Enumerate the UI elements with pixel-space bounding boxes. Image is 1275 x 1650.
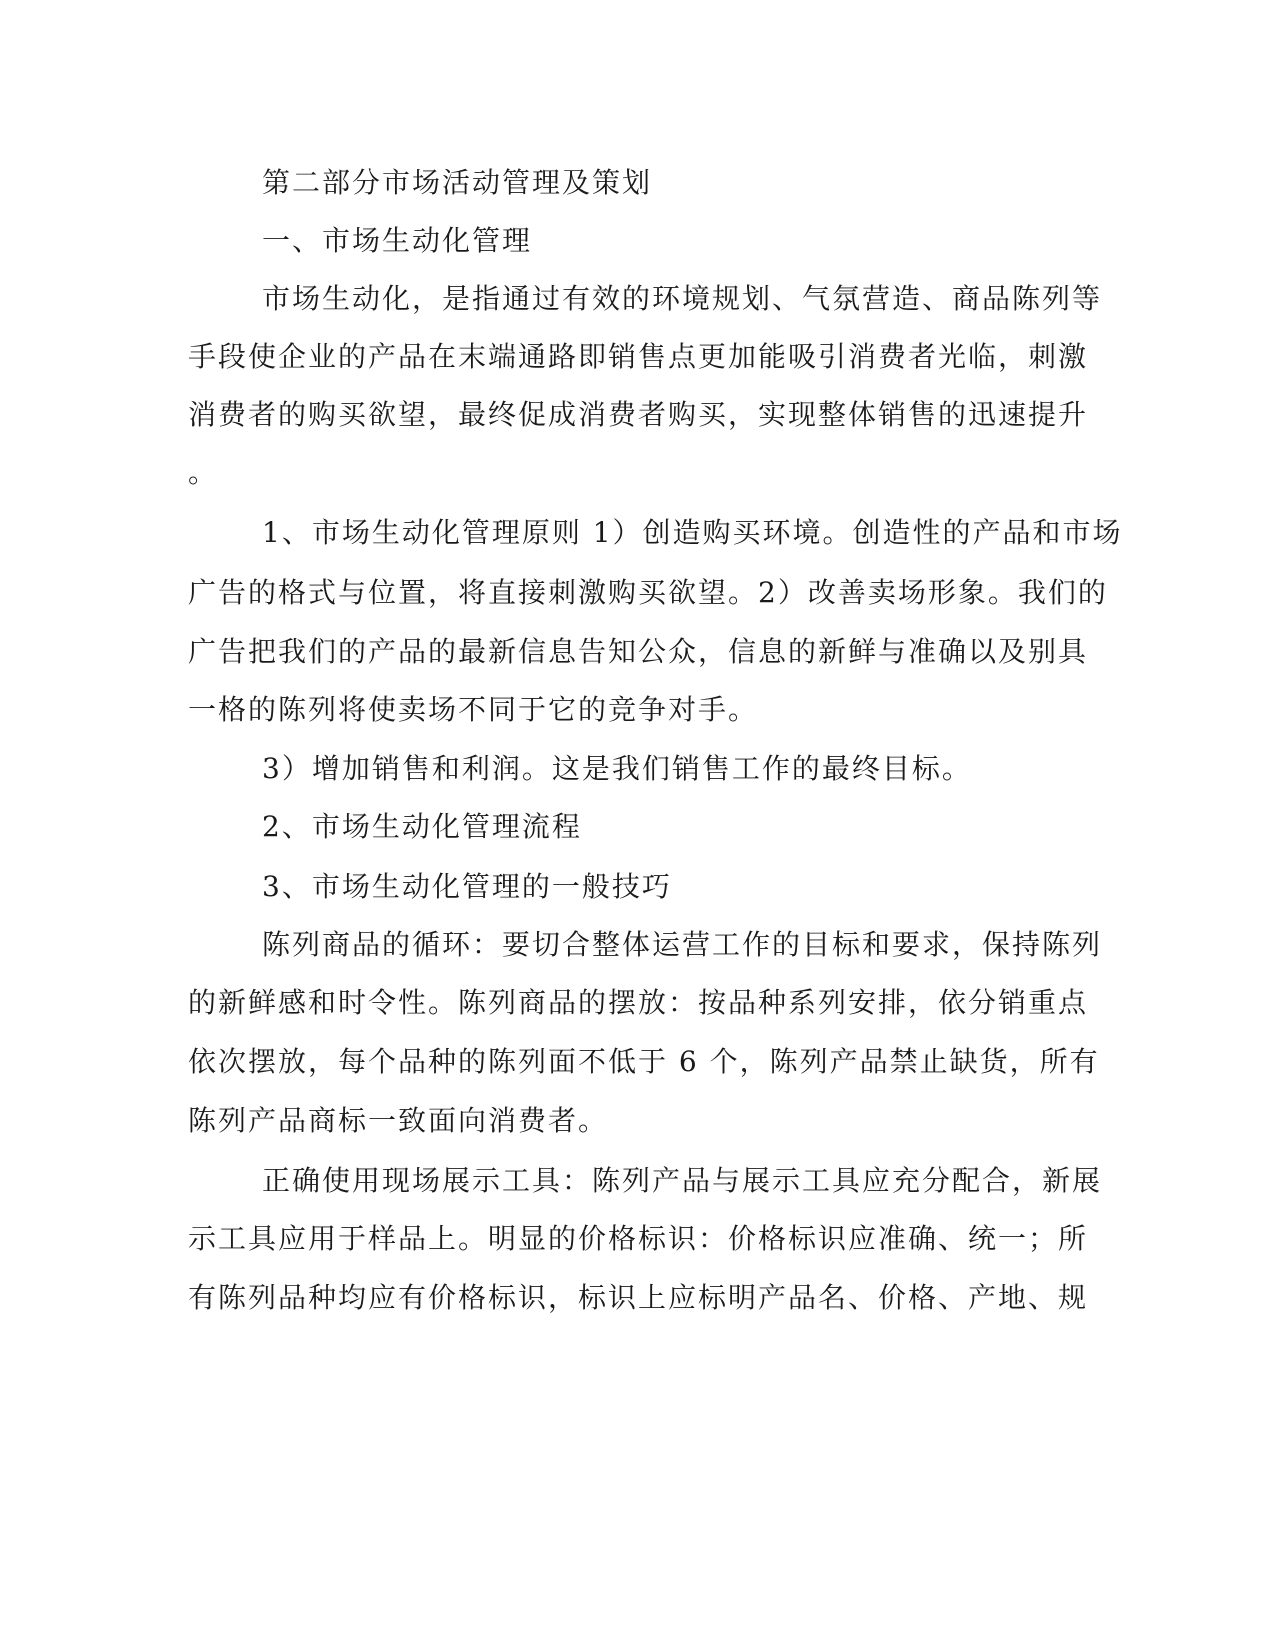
paragraph-line: 正确使用现场展示工具：陈列产品与展示工具应充分配合，新展 [262,1164,1103,1197]
paragraph-line: 陈列商品的循环：要切合整体运营工作的目标和要求，保持陈列 [262,928,1103,961]
subsection-heading: 一、市场生动化管理 [262,224,533,257]
paragraph-line: 陈列产品商标一致面向消费者。 [188,1104,609,1137]
list-item: 2、市场生动化管理流程 [262,810,582,843]
paragraph-line: 消费者的购买欲望，最终促成消费者购买，实现整体销售的迅速提升 [188,398,1089,431]
paragraph-line: 手段使企业的产品在末端通路即销售点更加能吸引消费者光临，刺激 [188,340,1089,373]
paragraph-line: 的新鲜感和时令性。陈列商品的摆放：按品种系列安排，依分销重点 [188,986,1089,1019]
paragraph-line: 有陈列品种均应有价格标识，标识上应标明产品名、价格、产地、规 [188,1281,1089,1314]
paragraph-line: 示工具应用于样品上。明显的价格标识：价格标识应准确、统一；所 [188,1222,1089,1255]
section-title: 第二部分市场活动管理及策划 [262,166,653,199]
list-item: 3、市场生动化管理的一般技巧 [262,870,672,903]
paragraph-line: 1、市场生动化管理原则 1）创造购买环境。创造性的产品和市场 [262,516,1123,549]
paragraph-line: 广告的格式与位置，将直接刺激购买欲望。2）改善卖场形象。我们的 [188,576,1108,609]
paragraph-line: 。 [188,456,219,489]
paragraph-line: 依次摆放，每个品种的陈列面不低于 6 个，陈列产品禁止缺货，所有 [188,1045,1100,1078]
paragraph-line: 市场生动化，是指通过有效的环境规划、气氛营造、商品陈列等 [262,282,1103,315]
paragraph-line: 3）增加销售和利润。这是我们销售工作的最终目标。 [262,752,972,785]
paragraph-line: 广告把我们的产品的最新信息告知公众，信息的新鲜与准确以及别具 [188,635,1089,668]
paragraph-line: 一格的陈列将使卖场不同于它的竞争对手。 [188,693,759,726]
